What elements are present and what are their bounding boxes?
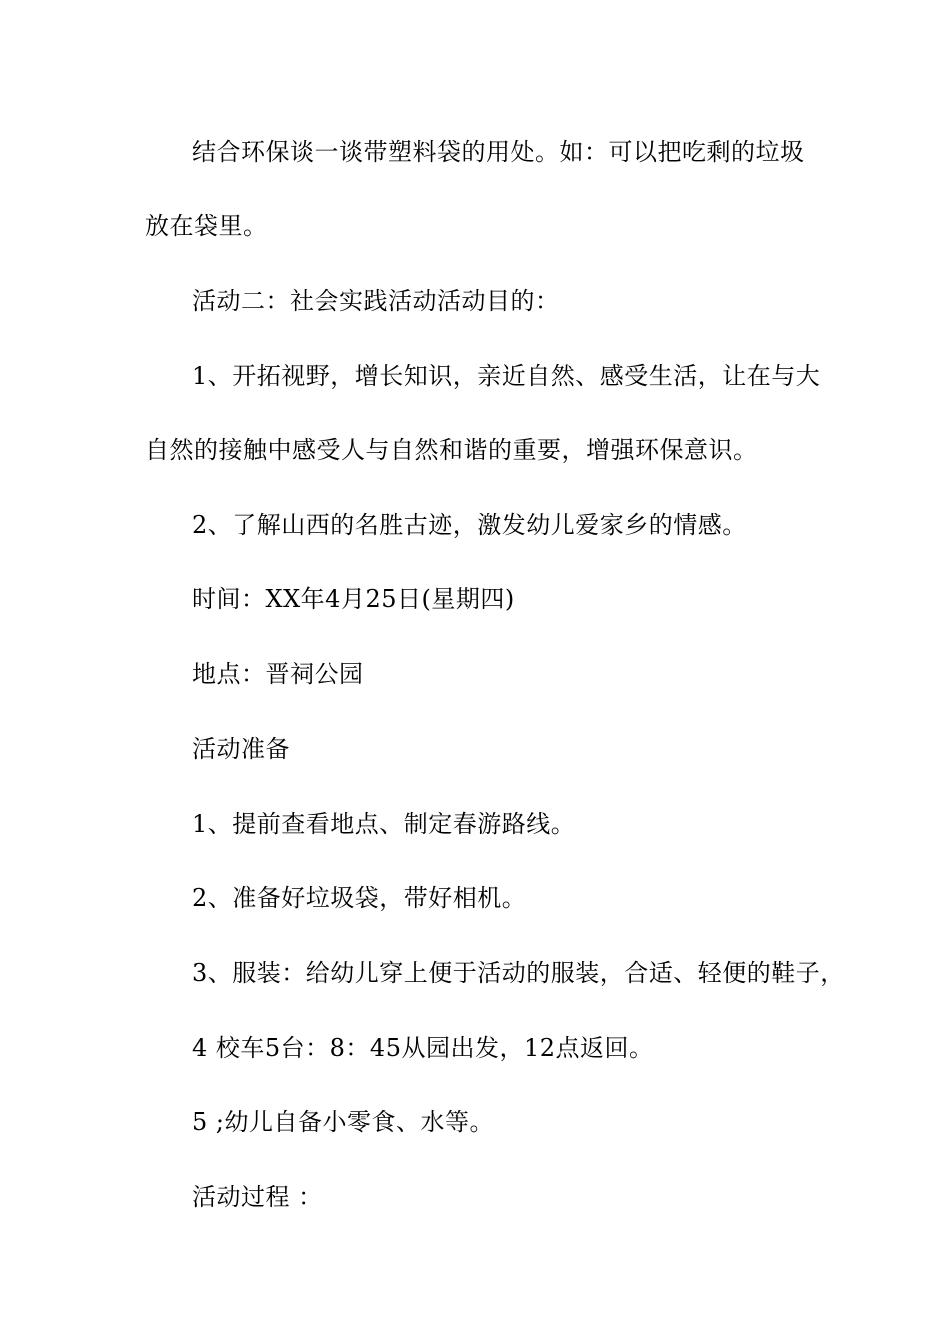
goal-item-1-line-1: 1、开拓视野，增长知识，亲近自然、感受生活，让在与大 <box>192 362 821 390</box>
preparation-item-5: 5 ;幼儿自备小零食、水等。 <box>192 1108 494 1136</box>
preparation-heading: 活动准备 <box>192 735 290 763</box>
goal-item-2: 2、了解山西的名胜古迹，激发幼儿爱家乡的情感。 <box>192 511 747 539</box>
paragraph-line-2: 放在袋里。 <box>145 212 268 240</box>
process-heading: 活动过程 ： <box>192 1183 323 1211</box>
paragraph-line-1: 结合环保谈一谈带塑料袋的用处。如：可以把吃剩的垃圾 <box>192 138 805 166</box>
time-line: 时间：XX年4月25日(星期四) <box>192 585 515 613</box>
section-heading-activity-two: 活动二：社会实践活动活动目的： <box>192 287 560 315</box>
preparation-item-2: 2、准备好垃圾袋，带好相机。 <box>192 884 527 912</box>
preparation-item-4: 4 校车5台：8：45从园出发，12点返回。 <box>192 1034 654 1062</box>
preparation-item-1: 1、提前查看地点、制定春游路线。 <box>192 810 576 838</box>
preparation-item-3: 3、服装：给幼儿穿上便于活动的服装，合适、轻便的鞋子， <box>192 959 845 987</box>
location-line: 地点：晋祠公园 <box>192 660 364 688</box>
goal-item-1-line-2: 自然的接触中感受人与自然和谐的重要，增强环保意识。 <box>145 436 758 464</box>
